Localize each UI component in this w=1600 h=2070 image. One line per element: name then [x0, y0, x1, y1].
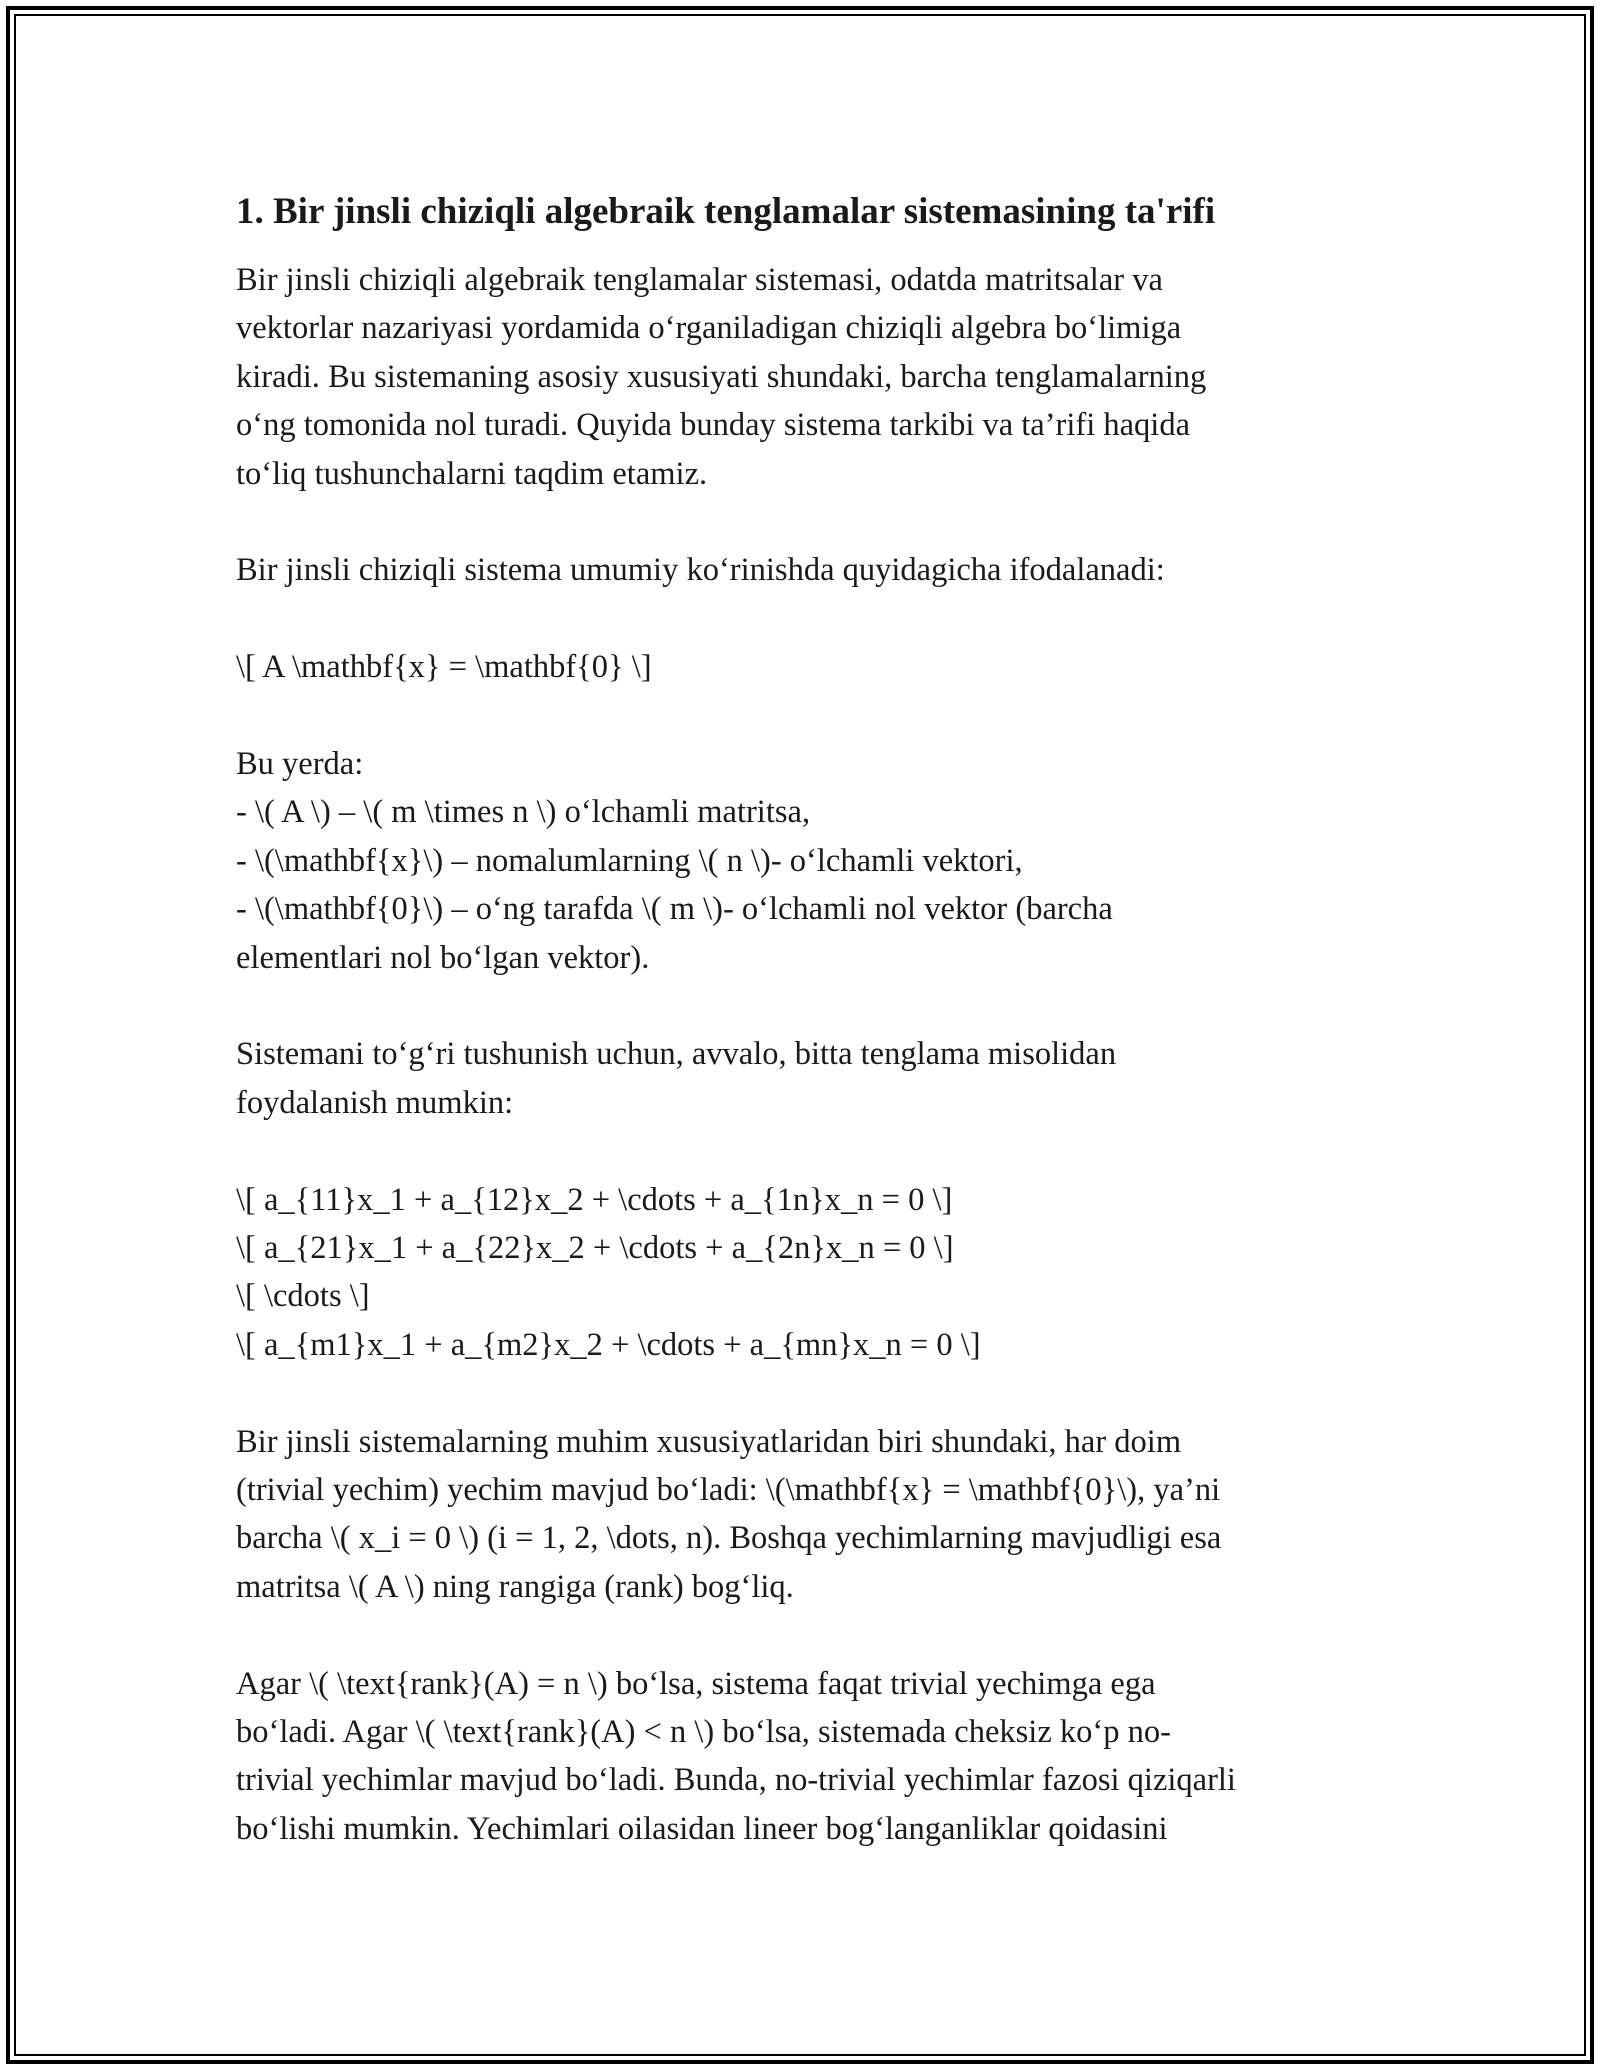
paragraph-definitions	[236, 740, 1376, 982]
paragraph-intro	[236, 256, 1376, 498]
equation-line: \[ A \mathbf{x} = \mathbf{0} \]	[236, 649, 652, 686]
paragraph-general-form	[236, 546, 1376, 594]
section-heading: 1. Bir jinsli chiziqli algebraik tenglamalar sistemasining ta'rifi	[236, 191, 1216, 232]
text-line: Agar \( \text{rank}(A) = n \) bo‘lsa, sistema faqat trivial yechimga ega	[236, 1665, 1156, 1702]
text-line: bo‘ladi. Agar \( \text{rank}(A) < n \) bo‘lsa, sistemada cheksiz ko‘p no-	[236, 1714, 1171, 1751]
document-body	[236, 180, 1376, 1902]
text-line: Sistemani to‘g‘ri tushunish uchun, avvalo, bitta tenglama misolidan	[236, 1036, 1117, 1073]
equation-line: \[ a_{m1}x_1 + a_{m2}x_2 + \cdots + a_{mn}x_n = 0 \]	[236, 1326, 981, 1363]
equation-line: \[ a_{21}x_1 + a_{22}x_2 + \cdots + a_{2n}x_n = 0 \]	[236, 1230, 954, 1267]
text-line: Bir jinsli sistemalarning muhim xususiyatlaridan biri shundaki, har doim	[236, 1423, 1182, 1460]
text-line: bo‘lishi mumkin. Yechimlari oilasidan lineer bog‘langanliklar qoidasini	[236, 1810, 1168, 1847]
text-line: elementlari nol bo‘lgan vektor).	[236, 939, 650, 976]
equation-matrix-form	[236, 643, 1376, 691]
equation-system	[236, 1176, 1376, 1370]
text-line: vektorlar nazariyasi yordamida o‘rganiladigan chiziqli algebra bo‘limiga	[236, 310, 1182, 347]
text-line: Bu yerda:	[236, 746, 364, 783]
equation-line: \[ a_{11}x_1 + a_{12}x_2 + \cdots + a_{1n}x_n = 0 \]	[236, 1181, 953, 1218]
equation-line: \[ \cdots \]	[236, 1278, 370, 1315]
list-item: - \( A \) – \( m \times n \) o‘lchamli matritsa,	[236, 794, 811, 831]
list-item: - \(\mathbf{0}\) – o‘ng tarafda \( m \)- o‘lchamli nol vektor (barcha	[236, 891, 1113, 928]
paragraph-trivial-solution	[236, 1418, 1376, 1612]
text-line: kiradi. Bu sistemaning asosiy xususiyati shundaki, barcha tenglamalarning	[236, 358, 1207, 395]
text-line: foydalanish mumkin:	[236, 1084, 514, 1121]
text-line: barcha \( x_i = 0 \) (i = 1, 2, \dots, n). Boshqa yechimlarning mavjudligi esa	[236, 1520, 1222, 1557]
paragraph-rank-condition	[236, 1660, 1376, 1854]
text-line: Bir jinsli chiziqli algebraik tenglamalar sistemasi, odatda matritsalar va	[236, 262, 1163, 298]
text-line: (trivial yechim) yechim mavjud bo‘ladi: \(\mathbf{x} = \mathbf{0}\), ya’ni	[236, 1472, 1221, 1509]
text-line: o‘ng tomonida nol turadi. Quyida bunday sistema tarkibi va ta’rifi haqida	[236, 407, 1191, 444]
paragraph-example-intro	[236, 1030, 1376, 1127]
text-line: to‘liq tushunchalarni taqdim etamiz.	[236, 455, 708, 492]
text-line: trivial yechimlar mavjud bo‘ladi. Bunda, no-trivial yechimlar fazosi qiziqarli	[236, 1762, 1236, 1799]
text-line: matritsa \( A \) ning rangiga (rank) bog‘liq.	[236, 1568, 794, 1605]
list-item: - \(\mathbf{x}\) – nomalumlarning \( n \)- o‘lchamli vektori,	[236, 842, 1023, 879]
text-line: Bir jinsli chiziqli sistema umumiy ko‘rinishda quyidagicha ifodalanadi:	[236, 552, 1165, 589]
